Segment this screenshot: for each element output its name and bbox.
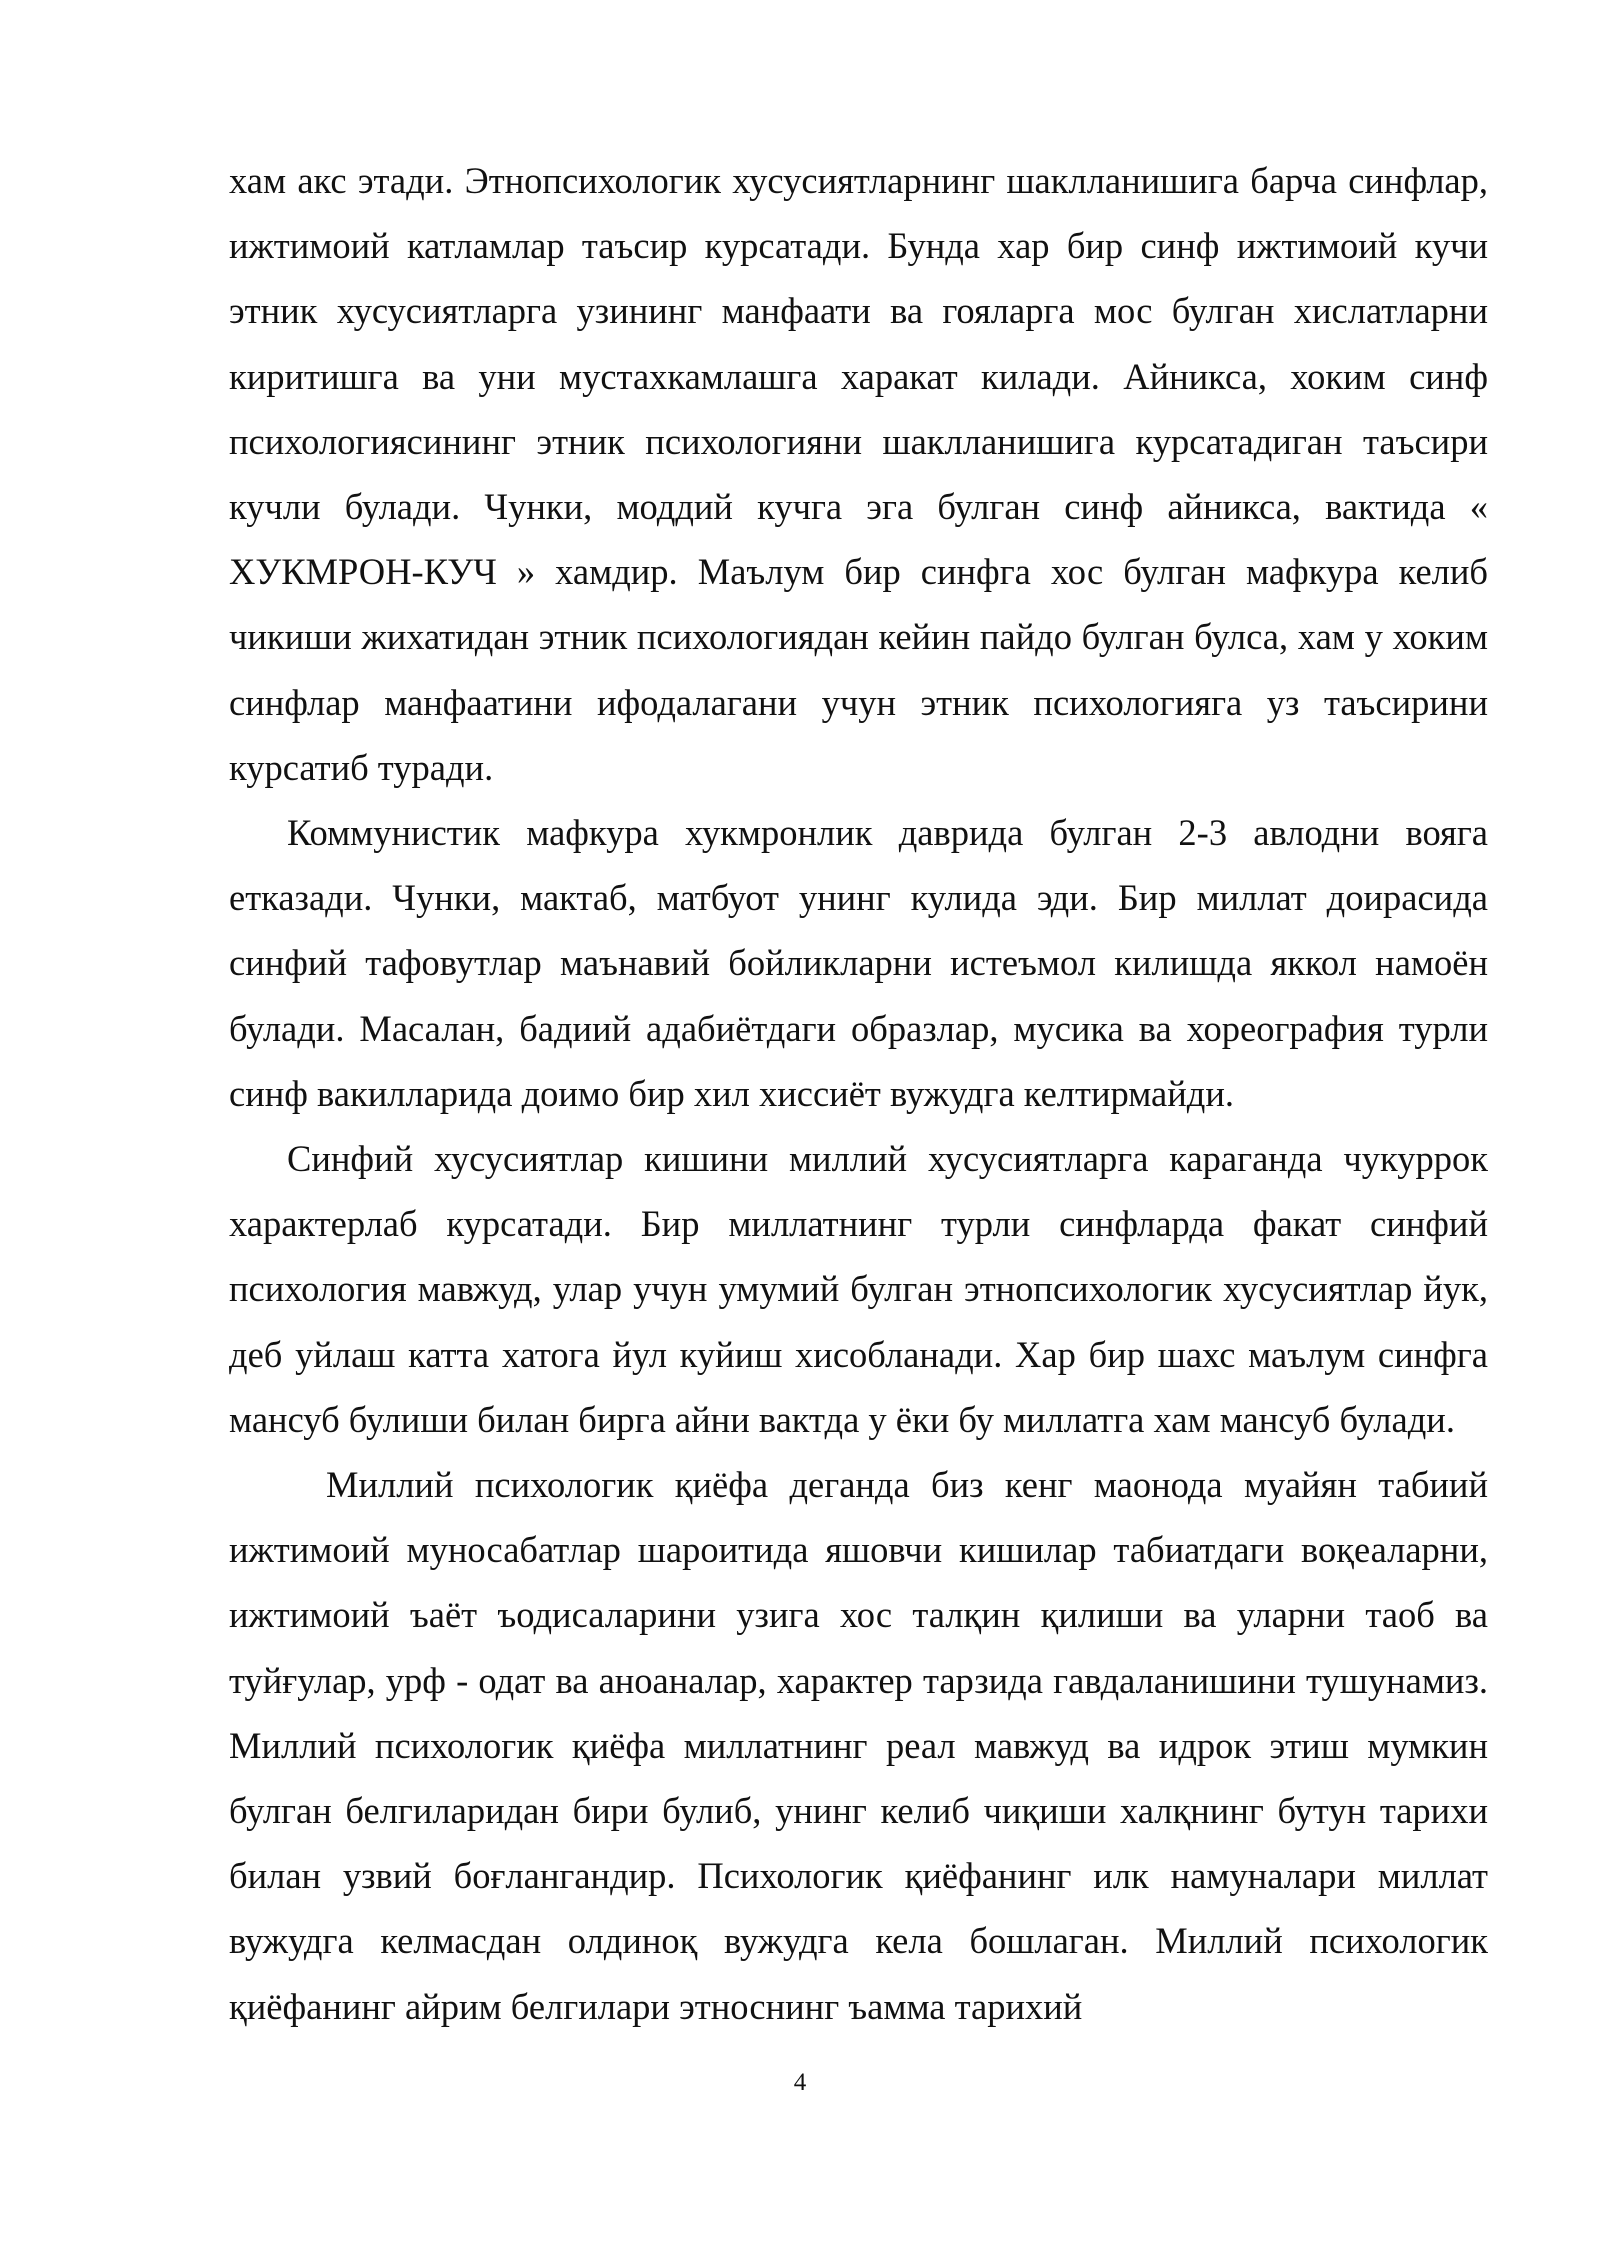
paragraph-2: Коммунистик мафкура хукмронлик даврида булган 2-3 авлодни вояга етказади. Чунки, мактаб, матбуот унинг кулида эди. Бир миллат доирасида синфий тафовутлар маънавий бойликларни истеъмол килишда яккол намоён булади. Масалан, бадиий адабиётдаги образлар, мусика ва хореография турли синф вакилларида доимо бир хил хиссиёт вужудга келтирмайди. [229,812,1488,1114]
page-number: 4 [793,2069,807,2096]
paragraph-1: хам акс этади. Этнопсихологик хусусиятларнинг шаклланишига барча синфлар, ижтимоий катламлар таъсир курсатади. Бунда хар бир синф ижтимоий кучи этник хусусиятларга узининг манфаати ва гояларга мос булган хислатларни киритишга ва уни мустахкамлашга харакат килади. Айникса, хоким синф психологиясининг этник психологияни шаклланишига курсатадиган таъсири кучли булади. Чунки, моддий кучга эга булган синф айникса, вактида « ХУКМРОН-КУЧ » хамдир. Маълум бир синфга хос булган мафкура келиб чикиши жихатидан этник психологиядан кейин пайдо булган булса, хам у хоким синфлар манфаатини ифодалагани учун этник психологияга уз таъсирини курсатиб туради. [229,160,1488,788]
body-text [229,148,1488,2039]
paragraph-3: Синфий хусусиятлар кишини миллий хусусиятларга караганда чукуррок характерлаб курсатади. Бир миллатнинг турли синфларда факат синфий психология мавжуд, улар учун умумий булган этнопсихологик хусусиятлар йук, деб уйлаш катта хатога йул куйиш хисобланади. Хар бир шахс маълум синфга мансуб булиши билан бирга айни вактда у ёки бу миллатга хам мансуб булади. [229,1138,1488,1440]
paragraph-4: Миллий психологик қиёфа деганда биз кенг маонода муайян табиий ижтимоий муносабатлар шароитида яшовчи кишилар табиатдаги воқеаларни, ижтимоий ъаёт ъодисаларини узига хос талқин қилиши ва уларни таоб ва туйғулар, урф - одат ва аноаналар, характер тарзида гавдаланишини тушунамиз. Миллий психологик қиёфа миллатнинг реал мавжуд ва идрок этиш мумкин булган белгиларидан бири булиб, унинг келиб чиқиши халқнинг бутун тарихи билан узвий боғлангандир. Психологик қиёфанинг илк намуналари миллат вужудга келмасдан олдиноқ вужудга кела бошлаган. Миллий психологик қиёфанинг айрим белгилари этноснинг ъамма тарихий [229,1464,1488,2027]
